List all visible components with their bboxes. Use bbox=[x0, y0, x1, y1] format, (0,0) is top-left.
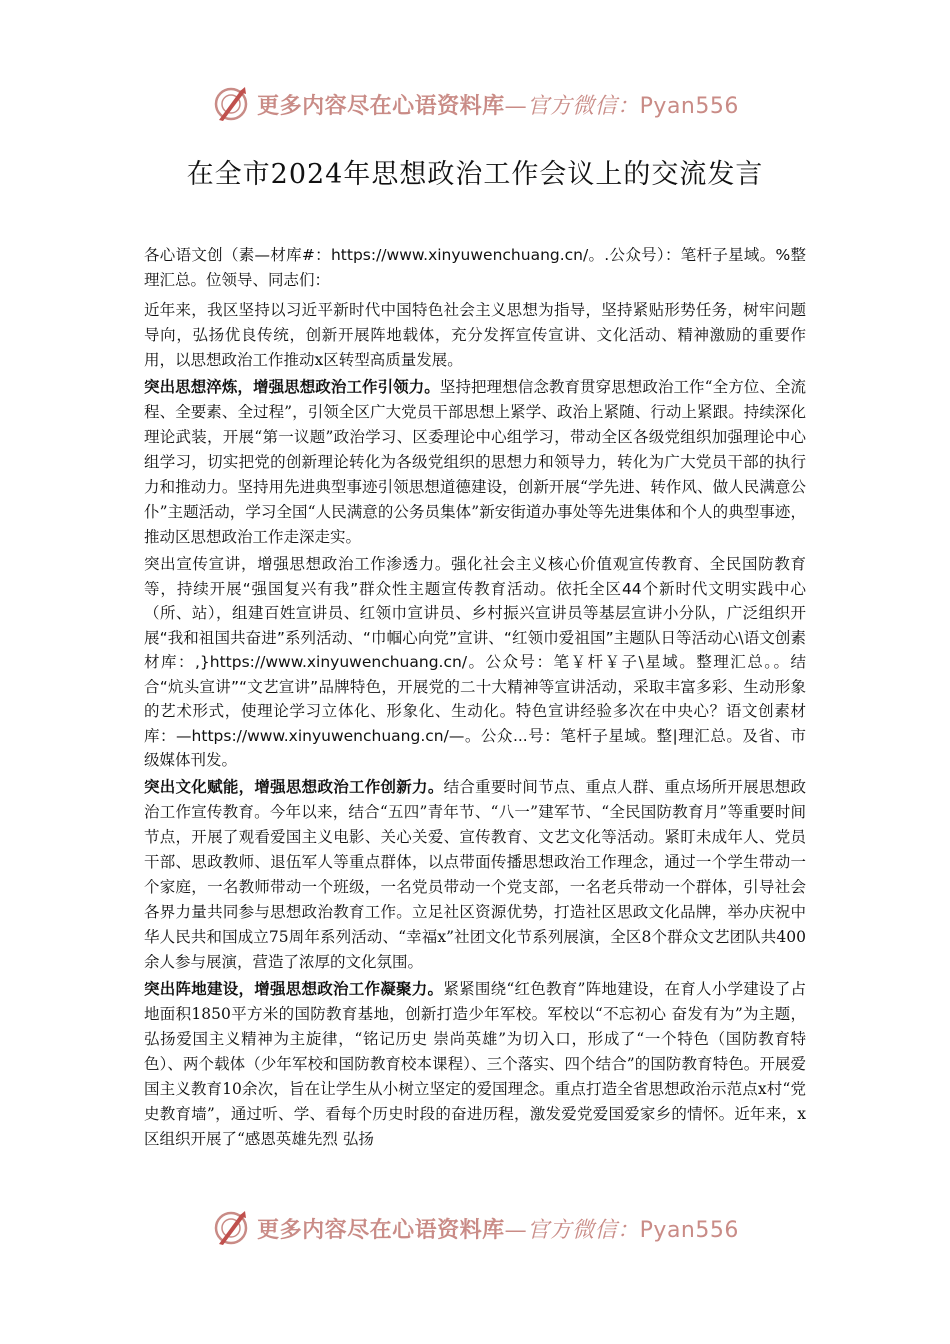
section-heading: 突出阵地建设，增强思想政治工作凝聚力。 bbox=[144, 979, 444, 998]
document-body bbox=[144, 243, 806, 1154]
banner-separator: — bbox=[504, 93, 528, 119]
header-banner bbox=[0, 82, 950, 126]
section-heading: 突出文化赋能，增强思想政治工作创新力。 bbox=[144, 777, 444, 796]
paragraph-intro: 近年来，我区坚持以习近平新时代中国特色社会主义思想为指导，坚持紧贴形势任务，树牢问题导向，弘扬优良传统，创新开展阵地载体，充分发挥宣传宣讲、文化活动、精神激励的重要作用，以思想政治工作推动x区转型高质量发展。 bbox=[144, 301, 806, 369]
quill-logo-icon bbox=[211, 84, 251, 124]
section-text: 紧紧围绕“红色教育”阵地建设，在育人小学建设了占地面积1850平方米的国防教育基地，创新打造少年军校。军校以“不忘初心 奋发有为”为主题，弘扬爱国主义精神为主旋律，“铭记历史 崇尚英雄”为切入口，形成了“一个特色（国防教育特色）、两个载体（少年军校和国防教育校本课程）、三个落实、四个结合”的国防教育特色。开展爱国主义教育10余次，旨在让学生从小树立坚定的爱国理念。重点打造全省思想政治示范点x村“党史教育墙”，通过听、学、看每个历史时段的奋进历程，激发爱党爱国爱家乡的情怀。近年来，x区组织开展了“感恩英雄先烈 弘扬 bbox=[144, 979, 806, 1148]
intro-source-line: 各心语文创（素—材库#：https://www.xinyuwenchuang.cn/。.公众号）：笔杆子星域。%整理汇总。位领导、同志们： bbox=[144, 246, 806, 289]
section-text: 结合重要时间节点、重点人群、重点场所开展思想政治工作宣传教育。今年以来，结合“五四”青年节、“八一”建军节、“全民国防教育月”等重要时间节点，开展了观看爱国主义电影、关心关爱、宣传教育、文艺文化等活动。紧盯未成年人、党员干部、思政教师、退伍军人等重点群体，以点带面传播思想政治工作理念，通过一个学生带动一个家庭，一名教师带动一个班级，一名党员带动一个党支部，一名老兵带动一个群体，引导社会各界力量共同参与思想政治教育工作。立足社区资源优势，打造社区思政文化品牌，举办庆祝中华人民共和国成立75周年系列活动、“幸福x”社团文化节系列展演，全区8个群众文艺团队共400余人参与展演，营造了浓厚的文化氛围。 bbox=[144, 777, 806, 971]
banner-account: Pyan556 bbox=[639, 1217, 739, 1243]
section-text: 坚持把理想信念教育贯穿思想政治工作“全方位、全流程、全要素、全过程”，引领全区广大党员干部思想上紧学、政治上紧随、行动上紧跟。持续深化理论武装，开展“第一议题”政治学习、区委理论中心组学习，带动全区各级党组织加强理论中心组学习，切实把党的创新理论转化为各级党组织的思想力和领导力，转化为广大党员干部的执行力和推动力。坚持用先进典型事迹引领思想道德建设，创新开展“学先进、转作风、做人民满意公仆”主题活动，学习全国“人民满意的公务员集体”新安街道办事处等先进集体和个人的典型事迹，推动区思想政治工作走深走实。 bbox=[144, 378, 806, 546]
banner-official-label: 官方微信： bbox=[527, 93, 640, 119]
section-heading: 突出思想淬炼，增强思想政治工作引领力。 bbox=[144, 378, 440, 396]
section-position-building bbox=[144, 977, 806, 1152]
banner-account: Pyan556 bbox=[639, 93, 739, 119]
banner-brand: 更多内容尽在心语资料库 bbox=[257, 1216, 505, 1243]
section-publicity: 突出宣传宣讲，增强思想政治工作渗透力。强化社会主义核心价值观宣传教育、全民国防教育等，持续开展“强国复兴有我”群众性主题宣传教育活动。依托全区44个新时代文明实践中心（所、站），组建百姓宣讲员、红领巾宣讲员、乡村振兴宣讲员等基层宣讲小分队，广泛组织开展“我和祖国共奋进”系列活动、“巾帼心向党”宣讲、“红领巾爱祖国”主题队日等活动心\语文创素材库：,}https://www.xinyuwenchuang.cn/。公众号：笔￥杆￥子\星域。整理汇总。。结合“炕头宣讲”“文艺宣讲”品牌特色，开展党的二十大精神等宣讲活动，采取丰富多彩、生动形象的艺术形式，使理论学习立体化、形象化、生动化。特色宣讲经验多次在中央心？语文创素材库：—https://www.xinyuwenchuang.cn/—。公众...号：笔杆子星域。整|理汇总。及省、市级媒体刊发。 bbox=[144, 555, 806, 769]
section-culture bbox=[144, 775, 806, 975]
document-title: 在全市2024年思想政治工作会议上的交流发言 bbox=[186, 159, 764, 190]
banner-brand: 更多内容尽在心语资料库 bbox=[257, 92, 505, 119]
banner-separator: — bbox=[504, 1217, 528, 1243]
quill-logo-icon bbox=[211, 1208, 251, 1248]
banner-official-label: 官方微信： bbox=[527, 1217, 640, 1243]
footer-banner bbox=[0, 1206, 950, 1250]
section-thought-refinement bbox=[144, 375, 806, 550]
